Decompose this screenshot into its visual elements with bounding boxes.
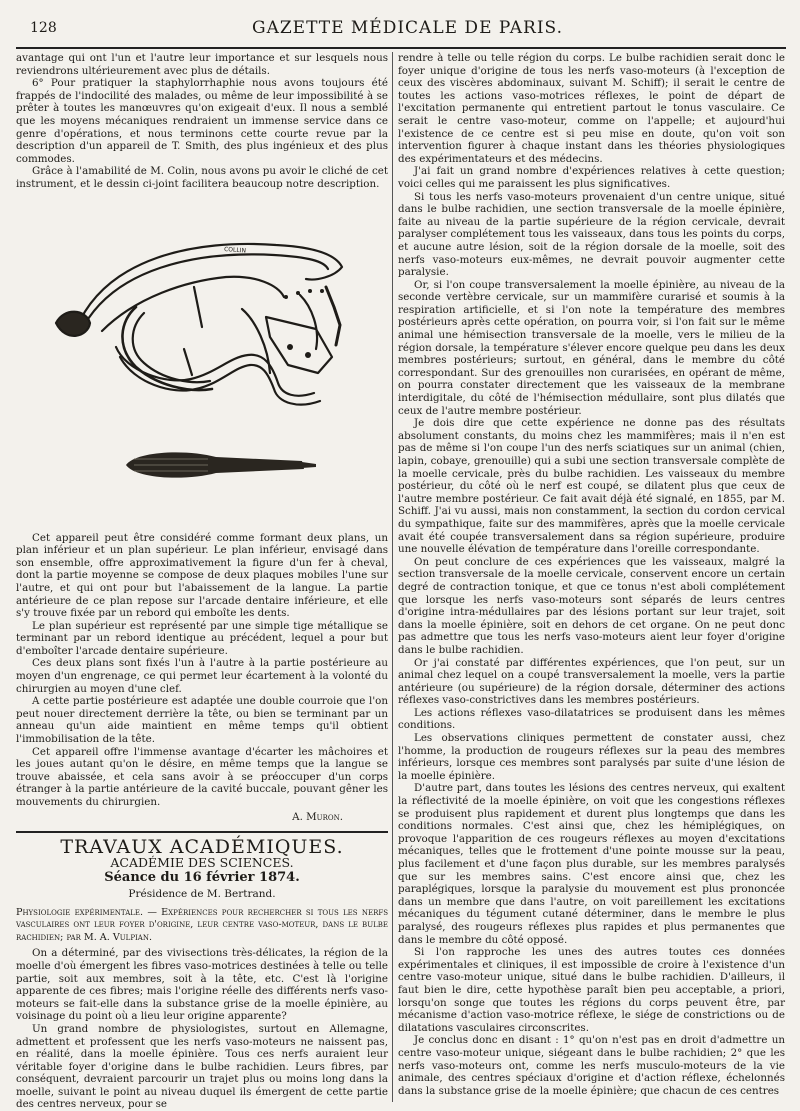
paragraph: Si l'on rapproche les unes des autres toutes ces données expérimentales et cliniques, il est impossible de croire à l'existence d'un centre vaso-moteur unique, situé dans le bulbe rachidien. D'ailleurs, il faut bien le dire, cette hypothèse paraît bien peu acceptable, a priori, lorsqu'on songe que toutes les régions du corps peuvent être, par mécanisme d'action vaso-motrice réflexe, le siége de constrictions ou de dilatations vasculaires circonscrites. [398,946,785,1034]
paragraph: Le plan supérieur est représenté par une simple tige métallique se terminant par un rebord identique au précédent, lequel a pour but d'emboîter l'arcade dentaire supérieure. [16,619,388,657]
journal-title: GAZETTE MÉDICALE DE PARIS. [252,18,563,38]
section-heading: TRAVAUX ACADÉMIQUES. [60,836,344,859]
paragraph: Un grand nombre de physiologistes, surtout en Allemagne, admettent et professent que les nerfs vaso-moteurs ne naissent pas, en réalité, dans la moelle épinière. Tous ces nerfs auraient leur véritable foyer d'origine dans le bulbe rachidien. Leurs fibres, par conséquent, devraient parcourir un trajet plus ou moins long dans la moelle, suivant le point au niveau duquel ils émergent de cette partie des centres nerveux, pour se [16,1022,388,1111]
paragraph: Je conclus donc en disant : 1° qu'on n'est pas en droit d'admettre un centre vaso-moteur unique, siégeant dans le bulbe rachidien; 2° que les nerfs vaso-moteurs ont, comme les nerfs musculo-moteurs de la vie animale, des centres spéciaux d'origine et d'action réflexe, échelonnés dans la substance grise de la moelle épinière; que chacun de ces centres [398,1034,785,1097]
engraving-label: COLLIN [223,245,247,255]
column-divider [392,52,393,1102]
paragraph: rendre à telle ou telle région du corps. Le bulbe rachidien serait donc le foyer unique d'origine de tous les nerfs vaso-moteurs (à l'exception de ceux des viscères abdominaux, suivant M. Schiff); il serait le centre de toutes les actions vaso-motrices réflexes, le point de départ de l'excitation permanente qui entretient partout le tonus vasculaire. Ce serait le centre vaso-moteur, comme on l'appelle; et aujourd'hui l'existence de ce centre est si peu mise en doute, qu'on voit son intervention figurer à chaque instant dans les théories physiologiques des expérimentateurs et des médecins. [398,52,785,165]
page-header [30,18,785,44]
author-signature: A. Muron. [292,810,343,823]
paragraph: J'ai fait un grand nombre d'expériences relatives à cette question; voici celles qui me paraissent les plus significatives. [398,165,785,190]
instrument-figure [16,197,388,522]
paper-topic: Physiologie expérimentale. — Expériences pour rechercher si tous les nerfs vasculaires ont leur foyer d'origine, leur centre vaso-moteur, dans le bulbe rachidien; par M. A. Vulpian. [16,906,388,943]
paragraph: Cet appareil peut être considéré comme formant deux plans, un plan inférieur et un plan supérieur. Le plan inférieur, envisagé dans son ensemble, offre approximativement la figure d'un fer à cheval, dont la partie moyenne se compose de deux plaques mobiles l'une sur l'autre, et qui ont pour but l'abaissement de la langue. La partie antérieure de ce plan repose sur l'arcade dentaire inférieure, et elle s'y trouve fixée par un rebord qui emboîte les dents. [16,531,388,620]
session-heading: Séance du 16 février 1874. [104,870,300,886]
paragraph: Je dois dire que cette expérience ne donne pas des résultats absolument constants, du moins chez les mammifères; mais il n'en est pas de même si l'on coupe l'un des nerfs sciatiques sur un animal (chien, lapin, cobaye, grenouille) qui a subi une section transversale complète de la moelle cervicale, près du bulbe rachidien. Les vaisseaux du membre postérieur, du côté où le nerf est coupé, se dilatent plus que ceux de l'autre membre postérieur. Ce fait avait déjà été signalé, en 1855, par M. Schiff. J'ai vu aussi, mais non constamment, la section du cordon cervical du sympathique, faite sur des mammifères, après que la moelle cervicale avait été coupée transversalement dans sa région supérieure, produire une nouvelle élévation de température dans l'oreille correspondante. [398,417,785,556]
paragraph: Si tous les nerfs vaso-moteurs provenaient d'un centre unique, situé dans le bulbe rachidien, une section transversale de la moelle épinière, faite au niveau de la partie supérieure de la région cervicale, devrait paralyser complétement tous les vaisseaux, dans tous les points du corps, et aucune autre lésion, soit de la région dorsale de la moelle, soit des nerfs vaso-moteurs eux-mêmes, ne devrait pouvoir augmenter cette paralysie. [398,190,785,279]
right-column [398,52,785,1102]
paragraph: Grâce à l'amabilité de M. Colin, nous avons pu avoir le cliché de cet instrument, et le dessin ci-joint facilitera beaucoup notre description. [16,165,388,190]
header-rule [16,47,786,49]
paragraph: D'autre part, dans toutes les lésions des centres nerveux, qui exaltent la réflectivité de la moelle épinière, on voit que les congestions réflexes se produisent plus rapidement et durent plus longtemps que dans les conditions normales. C'est ainsi que, chez les hémiplégiques, on provoque l'apparition de ces rougeurs réflexes au moyen d'excitations mécaniques, telles que le frottement d'une pointe mousse sur la peau, plus facilement et d'une façon plus durable, sur les membres paralysés que sur les membres sains. C'est encore ainsi que, chez les paraplégiques, lorsque la paralysie du mouvement est plus prononcée dans un membre que dans l'autre, on voit pareillement les excitations mécaniques du tégument cutané déterminer, dans le membre le plus paralysé, des rougeurs réflexes plus rapides et plus permanentes que dans le membre du côté opposé. [398,782,785,946]
page-number: 128 [30,20,57,36]
section-rule [16,831,388,833]
paragraph: Les actions réflexes vaso-dilatatrices se produisent dans les mêmes conditions. [398,706,785,732]
paragraph: On peut conclure de ces expériences que les vaisseaux, malgré la section transversale de la moelle cervicale, conservent encore un certain degré de contraction tonique, et que ce tonus n'est aboli complétement que lorsque les nerfs vaso-moteurs sont séparés de leurs centres d'origine intra-médullaires par des lésions portant sur leur trajet, soit dans la moelle épinière, soit en dehors de cet organe. On ne peut donc pas admettre que tous les nerfs vaso-moteurs aient leur foyer d'origine dans le bulbe rachidien. [398,555,785,656]
paragraph: Ces deux plans sont fixés l'un à l'autre à la partie postérieure au moyen d'un engrenage, ce qui permet leur écartement à la volonté du chirurgien au moyen d'une clef. [16,657,388,695]
paragraph: 6° Pour pratiquer la staphylorrhaphie nous avons toujours été frappés de l'indocilité des malades, ou même de leur impossibilité à se prêter à toutes les manœuvres qu'on exigeait d'eux. Il nous a semblé que les moyens mécaniques rendraient un immense service dans ce genre d'opérations, et nous terminons cette courte revue par la description d'un appareil de T. Smith, des plus ingénieux et des plus commodes. [16,77,388,165]
left-column [16,52,388,1111]
mouth-gag-illustration [16,197,388,522]
paragraph: On a déterminé, par des vivisections très-délicates, la région de la moelle d'où émergent les fibres vaso-motrices destinées à telle ou telle partie, soit aux membres, soit à la tête, etc. C'est là l'origine apparente de ces fibres; mais l'origine réelle des différents nerfs vaso-moteurs se fait-elle dans la substance grise de la moelle épinière, au voisinage du point où a lieu leur origine apparente? [16,947,388,1023]
paragraph: A cette partie postérieure est adaptée une double courroie que l'on peut nouer directement derrière la tête, ou bien se terminant par un anneau qu'un aide maintient en même temps qu'il obtient l'immobilisation de la tête. [16,695,388,746]
presidency-line: Présidence de M. Bertrand. [128,887,276,900]
paragraph: Or j'ai constaté par différentes expériences, que l'on peut, sur un animal chez lequel on a coupé transversalement la moelle, vers la partie antérieure (ou supérieure) de la région dorsale, déterminer des actions réflexes vaso-constrictives dans les membres postérieurs. [398,656,785,707]
paragraph: Cet appareil offre l'immense avantage d'écarter les mâchoires et les joues autant qu'on le désire, en même temps que la langue se trouve abaissée, et cela sans avoir à se préoccuper d'un corps étranger à la partie antérieure de la cavité buccale, pouvant gêner les mouvements du chirurgien. [16,745,388,808]
paragraph: avantage qui ont l'un et l'autre leur importance et sur lesquels nous reviendrons ultérieurement avec plus de détails. [16,52,388,77]
academy-heading: ACADÉMIE DES SCIENCES. [110,854,294,870]
paragraph: Les observations cliniques permettent de constater aussi, chez l'homme, la production de rougeurs réflexes sur la peau des membres inférieurs, lorsque ces membres sont paralysés par suite d'une lésion de la moelle épinière. [398,732,785,782]
paragraph: Or, si l'on coupe transversalement la moelle épinière, au niveau de la seconde vertèbre cervicale, sur un mammifère curarisé et soumis à la respiration artificielle, et si l'on note la température des membres postérieurs après cette opération, on pourra voir, si l'on fait sur le même animal une hémisection transversale de la moelle, vers le milieu de la région dorsale, la température s'élever encore quelque peu dans les deux membres postérieurs; surtout, en général, dans le membre du côté correspondant. Sur des grenouilles non curarisées, en opérant de même, on pourra constater directement que les vaisseaux de la membrane interdigitale, du côté de l'hémisection médullaire, sont plus dilatés que ceux de l'autre membre postérieur. [398,278,785,417]
